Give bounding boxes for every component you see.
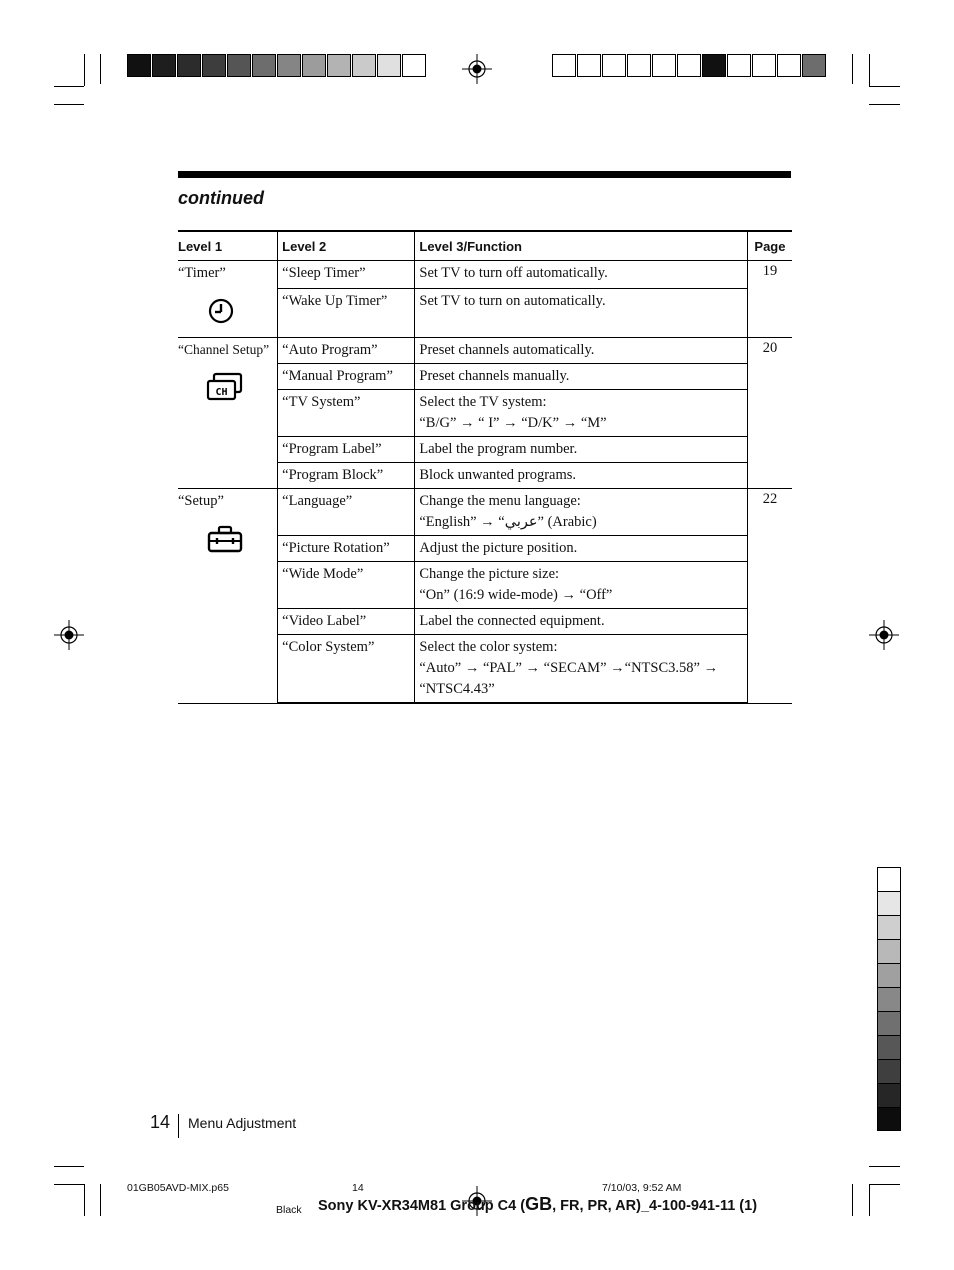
crop-mark (852, 54, 853, 84)
color-swatch (727, 54, 751, 77)
level2-cell: “Color System” (278, 635, 415, 704)
gray-step-swatch (877, 1107, 901, 1131)
function-text: “Auto” → “PAL” → “SECAM” →“NTSC3.58” → (419, 660, 719, 676)
function-text: Block unwanted programs. (419, 467, 577, 483)
function-cell (415, 390, 748, 437)
color-swatch (177, 54, 201, 77)
file-timestamp: 7/10/03, 9:52 AM (602, 1182, 682, 1194)
level2-cell: “Manual Program” (278, 364, 415, 390)
gray-step-strip (877, 867, 901, 1131)
section-top-rule (178, 171, 791, 178)
page-cell: 22 (747, 489, 792, 704)
color-swatch (702, 54, 726, 77)
color-swatch (352, 54, 376, 77)
color-swatch (327, 54, 351, 77)
function-text: “B/G” → “ I” → “D/K” → “M” (419, 415, 607, 431)
crop-mark (852, 1184, 853, 1216)
function-cell (415, 338, 748, 364)
color-swatch (552, 54, 576, 77)
function-cell (415, 364, 748, 390)
product-suffix: , FR, PR, AR)_4-100-941-11 (1) (552, 1198, 758, 1214)
function-cell (415, 536, 748, 562)
toolbox-icon (206, 524, 244, 554)
registration-mark-icon (462, 54, 492, 84)
crop-mark (869, 54, 870, 86)
clock-icon (206, 296, 236, 326)
crop-mark (54, 104, 84, 105)
color-swatch (202, 54, 226, 77)
left-color-bar (127, 54, 427, 77)
crop-mark (869, 1184, 870, 1216)
header-level3-function: Level 3/Function (415, 231, 748, 261)
level2-cell: “Program Label” (278, 437, 415, 463)
function-cell (415, 489, 748, 536)
function-text: “NTSC4.43” (419, 681, 495, 697)
level1-cell (178, 261, 278, 338)
gray-step-swatch (877, 1083, 901, 1107)
gray-step-swatch (877, 1059, 901, 1083)
function-text: Preset channels automatically. (419, 342, 595, 358)
product-gb: GB (525, 1194, 553, 1214)
function-text: Select the TV system: (419, 394, 547, 410)
crop-mark (869, 86, 900, 87)
function-cell (415, 261, 748, 289)
color-swatch (602, 54, 626, 77)
crop-mark (54, 1166, 84, 1167)
function-cell (415, 609, 748, 635)
color-swatch (377, 54, 401, 77)
color-swatch (302, 54, 326, 77)
color-swatch (227, 54, 251, 77)
color-swatch (677, 54, 701, 77)
svg-text:CH: CH (215, 387, 228, 398)
gray-step-swatch (877, 987, 901, 1011)
menu-table (178, 230, 792, 704)
color-swatch (252, 54, 276, 77)
level2-cell: “Program Block” (278, 463, 415, 489)
function-text: Select the color system: (419, 639, 558, 655)
file-page: 14 (352, 1182, 364, 1194)
channel-ch-icon (206, 372, 244, 402)
right-color-bar (552, 54, 827, 77)
level2-cell: “TV System” (278, 390, 415, 437)
function-text: Set TV to turn on automatically. (419, 293, 606, 309)
registration-mark-icon (869, 620, 899, 650)
level2-cell: “Wake Up Timer” (278, 289, 415, 338)
crop-mark (84, 1184, 85, 1216)
function-cell (415, 635, 748, 704)
level2-cell: “Auto Program” (278, 338, 415, 364)
crop-mark (100, 1184, 101, 1216)
plate-label: Black (276, 1204, 302, 1216)
gray-step-swatch (877, 963, 901, 987)
gray-step-swatch (877, 891, 901, 915)
crop-mark (869, 104, 900, 105)
table-row (178, 338, 792, 364)
color-swatch (652, 54, 676, 77)
section-name: Menu Adjustment (188, 1115, 297, 1131)
gray-step-swatch (877, 1011, 901, 1035)
color-swatch (577, 54, 601, 77)
gray-step-swatch (877, 1035, 901, 1059)
level2-cell: “Picture Rotation” (278, 536, 415, 562)
file-name: 01GB05AVD-MIX.p65 (127, 1182, 229, 1194)
level1-label: “Channel Setup” (178, 342, 270, 357)
function-text: Change the picture size: (419, 566, 560, 582)
color-swatch (277, 54, 301, 77)
footer-divider (178, 1114, 179, 1138)
level1-cell (178, 489, 278, 704)
crop-mark (54, 86, 84, 87)
color-swatch (402, 54, 426, 77)
gray-step-swatch (877, 867, 901, 891)
table-header-row (178, 231, 792, 261)
crop-mark (54, 1184, 84, 1185)
product-code (318, 1194, 757, 1215)
color-swatch (152, 54, 176, 77)
level1-label: “Setup” (178, 493, 224, 509)
function-text: Label the program number. (419, 441, 578, 457)
function-text: Change the menu language: (419, 493, 581, 509)
level1-label: “Timer” (178, 265, 226, 281)
crop-mark (869, 1184, 900, 1185)
crop-mark (84, 54, 85, 86)
color-swatch (752, 54, 776, 77)
function-cell (415, 437, 748, 463)
function-text: Label the connected equipment. (419, 613, 605, 629)
table-row (178, 489, 792, 536)
header-level1: Level 1 (178, 231, 278, 261)
level2-cell: “Language” (278, 489, 415, 536)
page-cell: 20 (747, 338, 792, 489)
crop-mark (100, 54, 101, 84)
color-swatch (802, 54, 826, 77)
header-level2: Level 2 (278, 231, 415, 261)
function-cell (415, 463, 748, 489)
function-cell (415, 562, 748, 609)
color-swatch (777, 54, 801, 77)
function-text: Preset channels manually. (419, 368, 570, 384)
gray-step-swatch (877, 915, 901, 939)
level1-cell (178, 338, 278, 489)
function-text: Adjust the picture position. (419, 540, 578, 556)
function-text: Set TV to turn off automatically. (419, 265, 608, 281)
page-number: 14 (150, 1112, 171, 1132)
header-page: Page (747, 231, 792, 261)
color-swatch (627, 54, 651, 77)
level2-cell: “Sleep Timer” (278, 261, 415, 289)
product-prefix: Sony KV-XR34M81 Group C4 ( (318, 1198, 526, 1214)
registration-mark-icon (54, 620, 84, 650)
function-cell (415, 289, 748, 338)
level2-cell: “Wide Mode” (278, 562, 415, 609)
continued-label: continued (178, 188, 264, 208)
function-text: “English” → “عربي” (Arabic) (419, 514, 597, 530)
gray-step-swatch (877, 939, 901, 963)
level2-cell: “Video Label” (278, 609, 415, 635)
page-cell: 19 (747, 261, 792, 338)
function-text: “On” (16:9 wide-mode) → “Off” (419, 587, 613, 603)
table-row (178, 261, 792, 289)
color-swatch (127, 54, 151, 77)
crop-mark (869, 1166, 900, 1167)
